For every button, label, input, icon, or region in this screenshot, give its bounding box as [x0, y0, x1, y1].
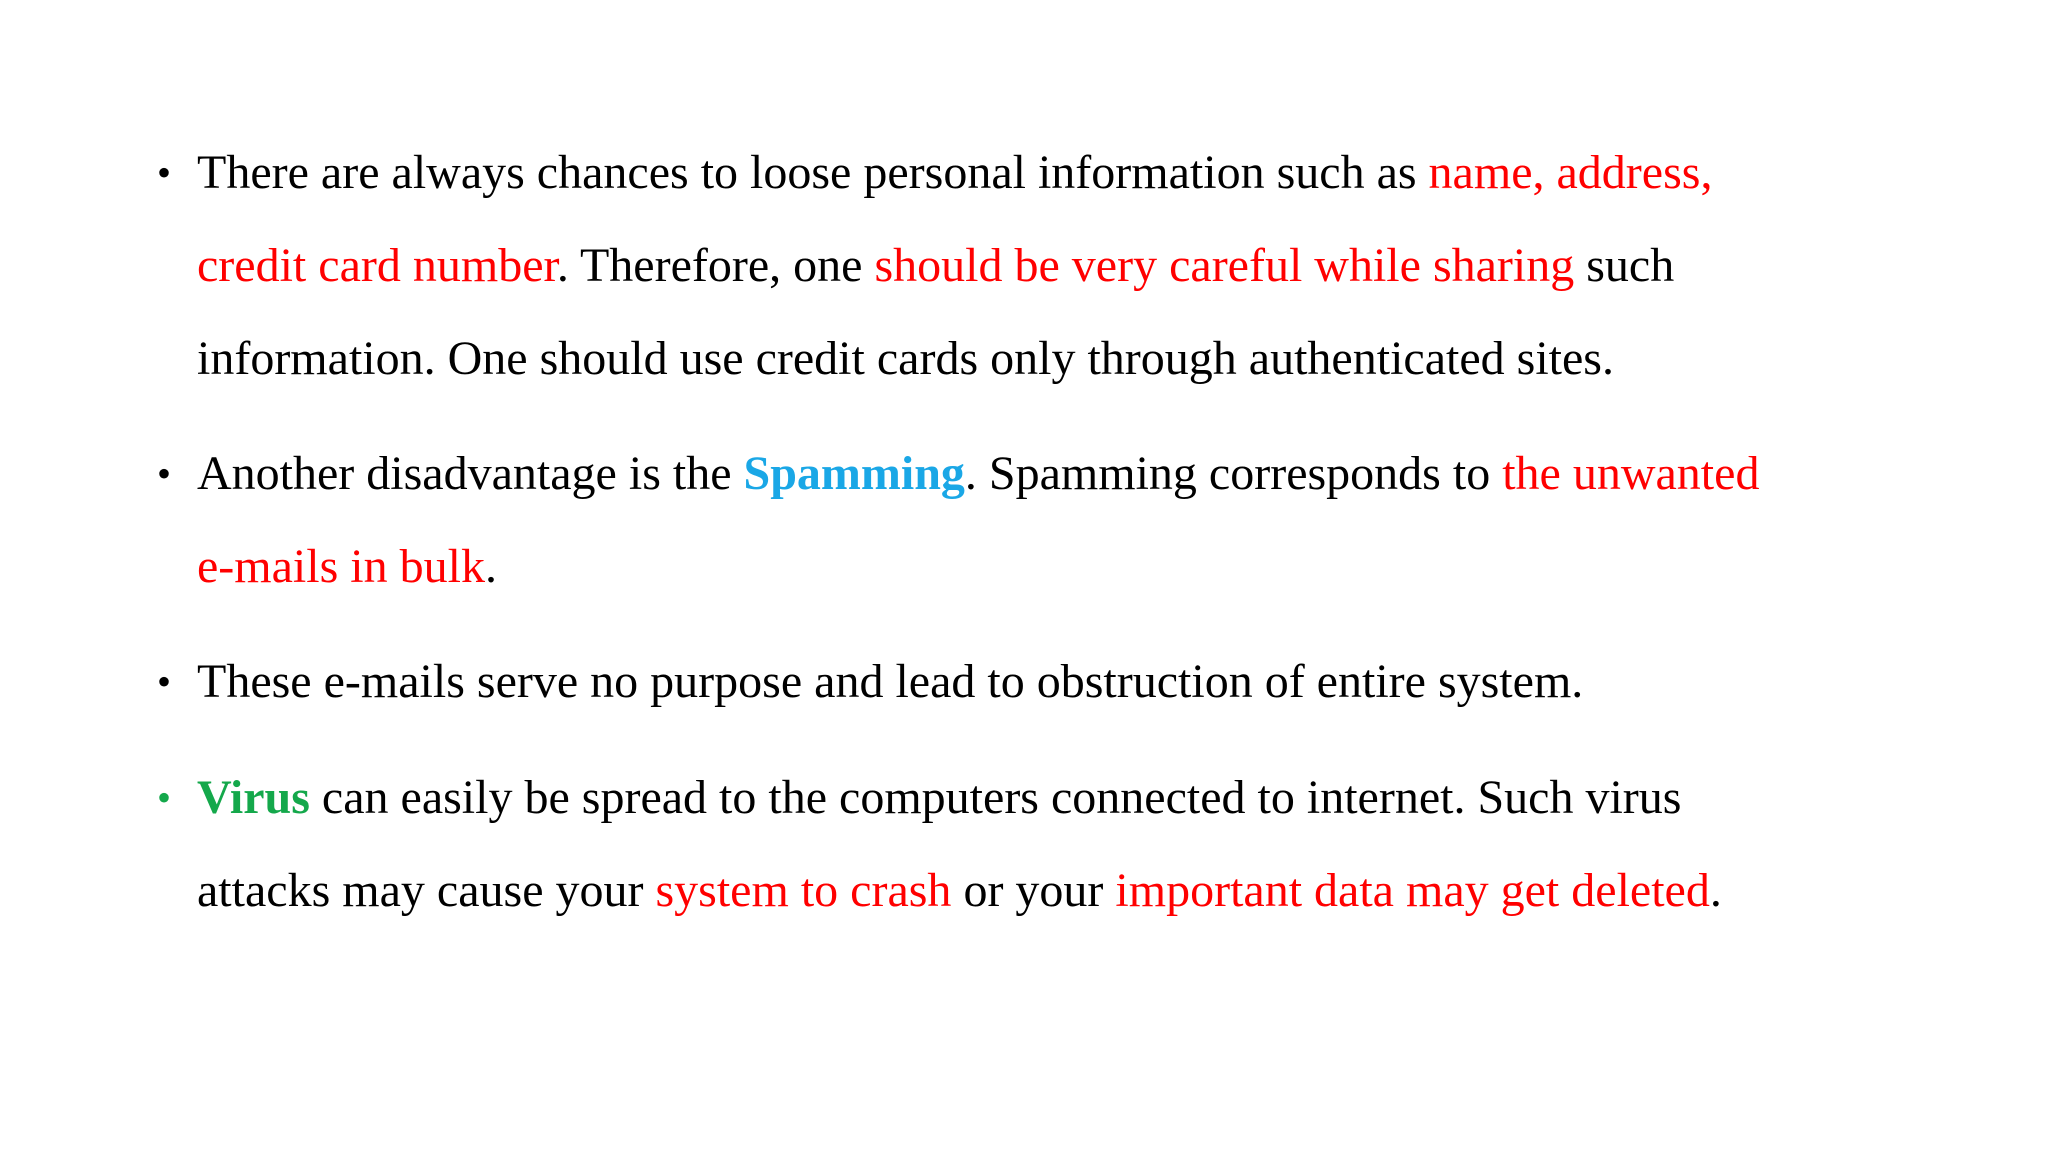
text-segment: . Therefore, one	[556, 239, 875, 292]
bullet-icon: •	[157, 659, 172, 704]
text-line	[197, 219, 1897, 312]
bullet-item-emails-purpose	[157, 635, 1897, 728]
text-segment: These e-mails serve no purpose and lead to obstruction of entire system.	[197, 655, 1584, 708]
text-line	[197, 520, 1897, 613]
bullet-item-virus	[157, 751, 1897, 937]
highlight-text: system to crash	[655, 864, 952, 917]
highlight-text: e-mails in bulk	[197, 540, 485, 593]
text-segment: information. One should use credit cards only through authenticated sites.	[197, 332, 1614, 385]
text-line	[197, 751, 1897, 844]
text-line	[197, 635, 1897, 728]
text-line	[197, 844, 1897, 937]
bullet-item-personal-information	[157, 126, 1897, 405]
text-segment: such	[1574, 239, 1675, 292]
bullet-icon: •	[157, 150, 172, 195]
highlight-text: important data may get deleted	[1115, 864, 1710, 917]
text-line	[197, 427, 1897, 520]
text-segment: attacks may cause your	[197, 864, 656, 917]
text-line	[197, 312, 1897, 405]
bullet-icon: •	[157, 451, 172, 496]
text-segment: .	[1709, 864, 1722, 917]
bullet-item-spamming	[157, 427, 1897, 613]
keyword-virus: Virus	[197, 771, 310, 824]
text-segment: .	[484, 540, 497, 593]
highlight-text: the unwanted	[1502, 447, 1760, 500]
text-segment: There are always chances to loose personal information such as	[197, 146, 1429, 199]
highlight-text: should be very careful while sharing	[874, 239, 1575, 292]
highlight-text: name, address,	[1428, 146, 1713, 199]
text-segment: or your	[951, 864, 1116, 917]
bullet-icon: •	[157, 775, 172, 820]
text-line	[197, 126, 1897, 219]
text-segment: Another disadvantage is the	[197, 447, 744, 500]
text-segment: can easily be spread to the computers connected to internet. Such virus	[309, 771, 1682, 824]
keyword-spamming: Spamming	[743, 447, 965, 500]
highlight-text: credit card number	[197, 239, 557, 292]
text-segment: . Spamming corresponds to	[964, 447, 1503, 500]
